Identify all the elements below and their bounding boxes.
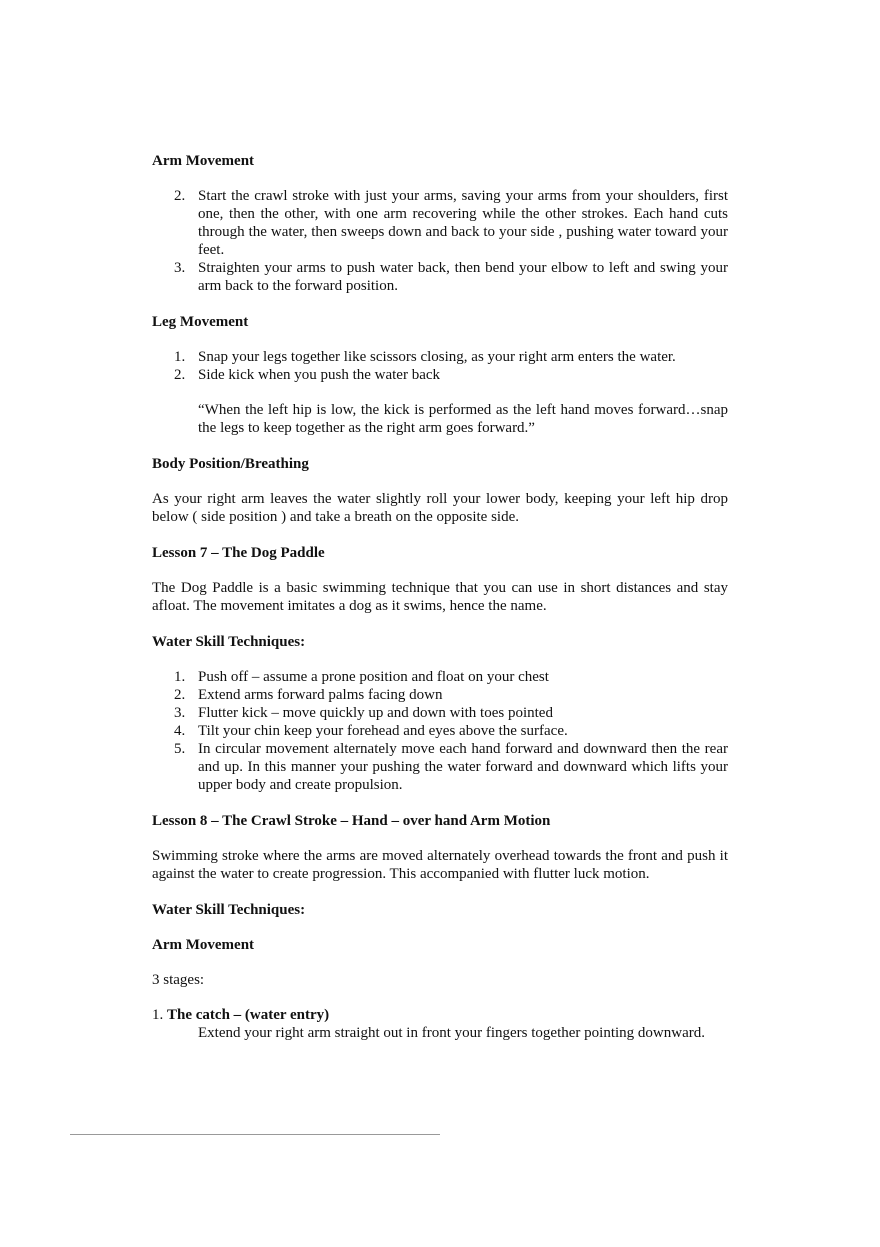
list-item-number: 5. <box>174 741 186 757</box>
list-item-number: 1. <box>174 669 186 685</box>
list-item <box>152 187 728 259</box>
document-page <box>152 152 728 1042</box>
arm-movement-list <box>152 187 728 295</box>
body-position-heading: Body Position/Breathing <box>152 456 309 472</box>
lesson8-paragraph: Swimming stroke where the arms are moved alternately overhead towards the front and push it against the water to create progression. This accompanied with flutter luck motion. <box>152 848 728 882</box>
list-item-number: 2. <box>174 687 186 703</box>
arm-movement-heading-2: Arm Movement <box>152 937 255 953</box>
list-item-text: Extend arms forward palms facing down <box>198 687 443 703</box>
list-item <box>152 348 728 366</box>
list-item-number: 1. <box>174 349 186 365</box>
catch-number: 1. <box>152 1007 167 1023</box>
list-item-number: 2. <box>174 188 186 204</box>
catch-stage <box>152 1006 728 1024</box>
stages-text: 3 stages: <box>152 972 205 988</box>
list-item-number: 3. <box>174 705 186 721</box>
catch-title: The catch – (water entry) <box>167 1007 330 1023</box>
list-item <box>152 686 728 704</box>
list-item-text: Side kick when you push the water back <box>198 367 441 383</box>
list-item-text: Straighten your arms to push water back, then bend your elbow to left and swing your arm back to the forward position. <box>198 260 728 294</box>
list-item-text: Snap your legs together like scissors closing, as your right arm enters the water. <box>198 349 676 365</box>
list-item-text: Start the crawl stroke with just your arms, saving your arms from your shoulders, first one, then the other, with one arm recovering while the other strokes. Each hand cuts through the water, then sweeps down and back to your side , pushing water toward your feet. <box>198 188 728 258</box>
list-item <box>152 259 728 295</box>
leg-movement-quote: “When the left hip is low, the kick is performed as the left hand moves forward…snap the legs to keep together as the right arm goes forward.” <box>198 402 728 436</box>
list-item <box>152 366 728 384</box>
lesson8-heading: Lesson 8 – The Crawl Stroke – Hand – over hand Arm Motion <box>152 813 551 829</box>
body-position-paragraph: As your right arm leaves the water slightly roll your lower body, keeping your left hip drop below ( side position ) and take a breath on the opposite side. <box>152 491 728 525</box>
list-item <box>152 668 728 686</box>
list-item-text: Push off – assume a prone position and float on your chest <box>198 669 549 685</box>
water-skill-list <box>152 668 728 794</box>
catch-text: Extend your right arm straight out in front your fingers together pointing downward. <box>198 1025 705 1041</box>
lesson7-heading: Lesson 7 – The Dog Paddle <box>152 545 325 561</box>
leg-movement-list <box>152 348 728 384</box>
list-item-text: In circular movement alternately move each hand forward and downward then the rear and up. In this manner your pushing the water forward and downward which lifts your upper body and create propulsion. <box>198 741 728 793</box>
list-item-text: Flutter kick – move quickly up and down with toes pointed <box>198 705 553 721</box>
list-item <box>152 740 728 794</box>
list-item <box>152 704 728 722</box>
list-item-text: Tilt your chin keep your forehead and eyes above the surface. <box>198 723 568 739</box>
lesson7-paragraph: The Dog Paddle is a basic swimming technique that you can use in short distances and stay afloat. The movement imitates a dog as it swims, hence the name. <box>152 580 728 614</box>
water-skill-heading-2: Water Skill Techniques: <box>152 902 306 918</box>
leg-movement-heading: Leg Movement <box>152 314 249 330</box>
footnote-divider <box>70 1134 440 1135</box>
list-item-number: 2. <box>174 367 186 383</box>
water-skill-heading: Water Skill Techniques: <box>152 634 306 650</box>
arm-movement-heading: Arm Movement <box>152 153 255 169</box>
list-item-number: 4. <box>174 723 186 739</box>
list-item-number: 3. <box>174 260 186 276</box>
list-item <box>152 722 728 740</box>
